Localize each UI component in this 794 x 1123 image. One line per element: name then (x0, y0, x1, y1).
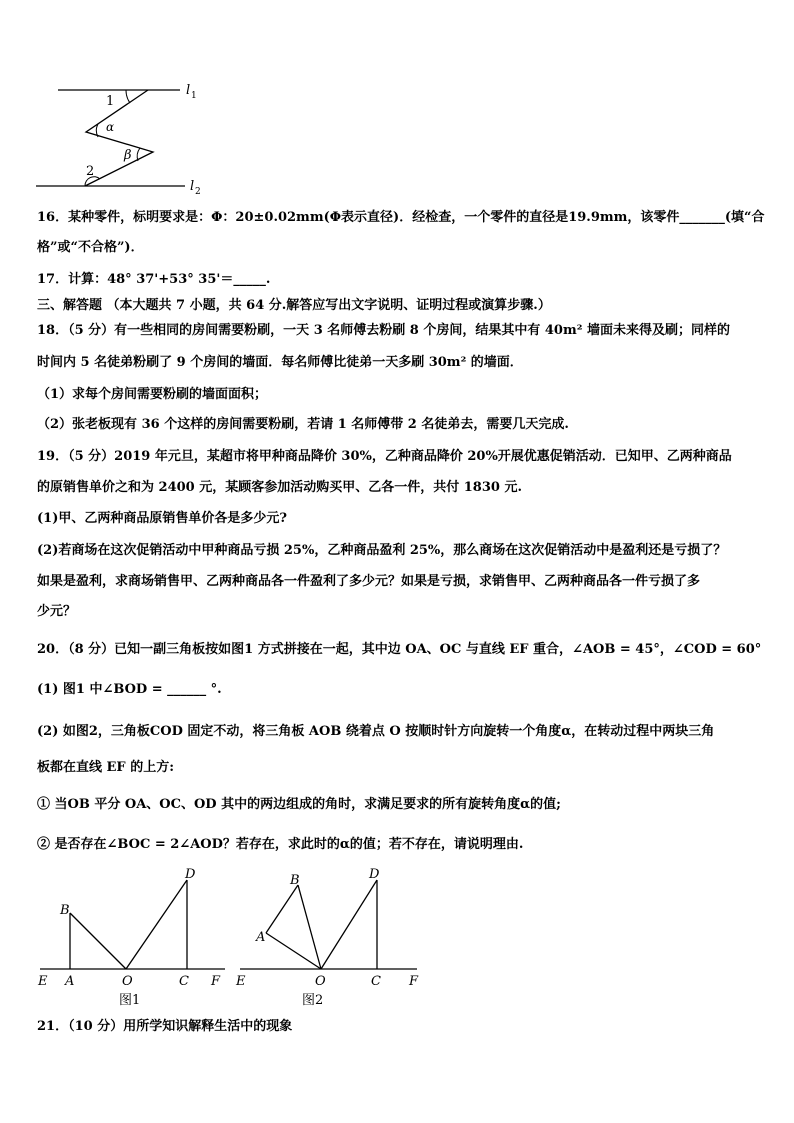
figure-2 (232, 860, 432, 1010)
label-angle-2: 2 (86, 164, 95, 179)
fig2-label-B: B (290, 873, 300, 888)
fig2-label-F: F (409, 974, 419, 989)
fig1-label-B: B (60, 903, 70, 918)
q19-sub2a: (2)若商场在这次促销活动中甲种商品亏损 25%，乙种商品盈利 25%，那么商场在这次促销活动中是盈利还是亏损了？ (37, 543, 727, 558)
fig2-label-O: O (315, 974, 326, 989)
q19-line1: 19．（5 分）2019 年元旦，某超市将甲种商品降价 30%，乙种商品降价 20%开展优惠促销活动．已知甲、乙两种商品 (37, 449, 732, 464)
q20-c1: ① 当OB 平分 OA、OC、OD 其中的两边组成的角时，求满足要求的所有旋转角度α的值; (37, 797, 561, 812)
q21-line: 21．（10 分）用所学知识解释生活中的现象 (37, 1019, 293, 1034)
q20-sub2b: 板都在直线 EF 的上方: (37, 760, 174, 775)
fig1-caption: 图1 (119, 993, 141, 1008)
label-l2: l (190, 179, 195, 194)
q18-line2: 时间内 5 名徒弟粉刷了 9 个房间的墙面．每名师傅比徒弟一天多刷 30m² 的墙面． (37, 355, 523, 370)
figure-1 (30, 860, 240, 1010)
q19-sub2b: 如果是盈利，求商场销售甲、乙两种商品各一件盈利了多少元？如果是亏损，求销售甲、乙两种商品各一件亏损了多 (37, 574, 701, 589)
label-l1: l (186, 83, 191, 98)
fig1-label-O: O (122, 974, 133, 989)
fig2-label-D: D (369, 867, 380, 882)
q19-line2: 的原销售单价之和为 2400 元，某顾客参加活动购买甲、乙各一件，共付 1830 元. (37, 480, 522, 495)
label-l1-sub: 1 (191, 91, 197, 101)
fig2-label-A: A (256, 930, 266, 945)
q18-sub2: （2）张老板现有 36 个这样的房间需要粉刷，若请 1 名师傅带 2 名徒弟去，需要几天完成. (37, 417, 569, 432)
fig2-caption: 图2 (302, 993, 324, 1008)
q20-c2: ② 是否存在∠BOC = 2∠AOD？若存在，求此时的α的值；若不存在，请说明理由. (37, 837, 524, 852)
fig1-label-C: C (179, 974, 189, 989)
fig1-label-E: E (38, 974, 48, 989)
label-beta: β (124, 148, 132, 163)
label-l2-sub: 2 (195, 187, 201, 197)
section3-header: 三、解答题 （本大题共 7 小题，共 64 分.解答应写出文字说明、证明过程或演算步骤.） (37, 298, 551, 313)
q19-sub1: (1)甲、乙两种商品原销售单价各是多少元? (37, 511, 287, 526)
q18-sub1: （1）求每个房间需要粉刷的墙面面积； (37, 387, 268, 402)
q20-sub2a: (2) 如图2，三角板COD 固定不动，将三角板 AOB 绕着点 O 按顺时针方向旋转一个角度α，在转动过程中两块三角 (37, 724, 715, 739)
q20-sub1: (1) 图1 中∠BOD = ______ °. (37, 682, 222, 697)
parallel-lines-figure (30, 80, 210, 200)
q20-line1: 20．（8 分）已知一副三角板按如图1 方式拼接在一起，其中边 OA、OC 与直线 EF 重合，∠AOB = 45°，∠COD = 60° (37, 642, 762, 657)
q17-line: 17．计算：48° 37'+53° 35'＝_____. (37, 272, 271, 287)
label-angle-1: 1 (106, 94, 115, 109)
q19-sub2c: 少元？ (37, 604, 77, 619)
q16-line2: 格”或“不合格”)． (37, 240, 144, 255)
fig1-label-A: A (65, 974, 75, 989)
q18-line1: 18．（5 分）有一些相同的房间需要粉刷，一天 3 名师傅去粉刷 8 个房间，结果其中有 40m² 墙面未来得及刷；同样的 (37, 323, 730, 338)
fig2-label-C: C (371, 974, 381, 989)
label-alpha: α (106, 120, 115, 134)
fig1-label-F: F (211, 974, 221, 989)
fig2-label-E: E (236, 974, 246, 989)
fig1-label-D: D (185, 867, 196, 882)
q16-line1: 16．某种零件，标明要求是：Φ：20±0.02mm(Φ表示直径)．经检查，一个零件的直径是19.9mm，该零件_______(填“合 (37, 210, 765, 225)
